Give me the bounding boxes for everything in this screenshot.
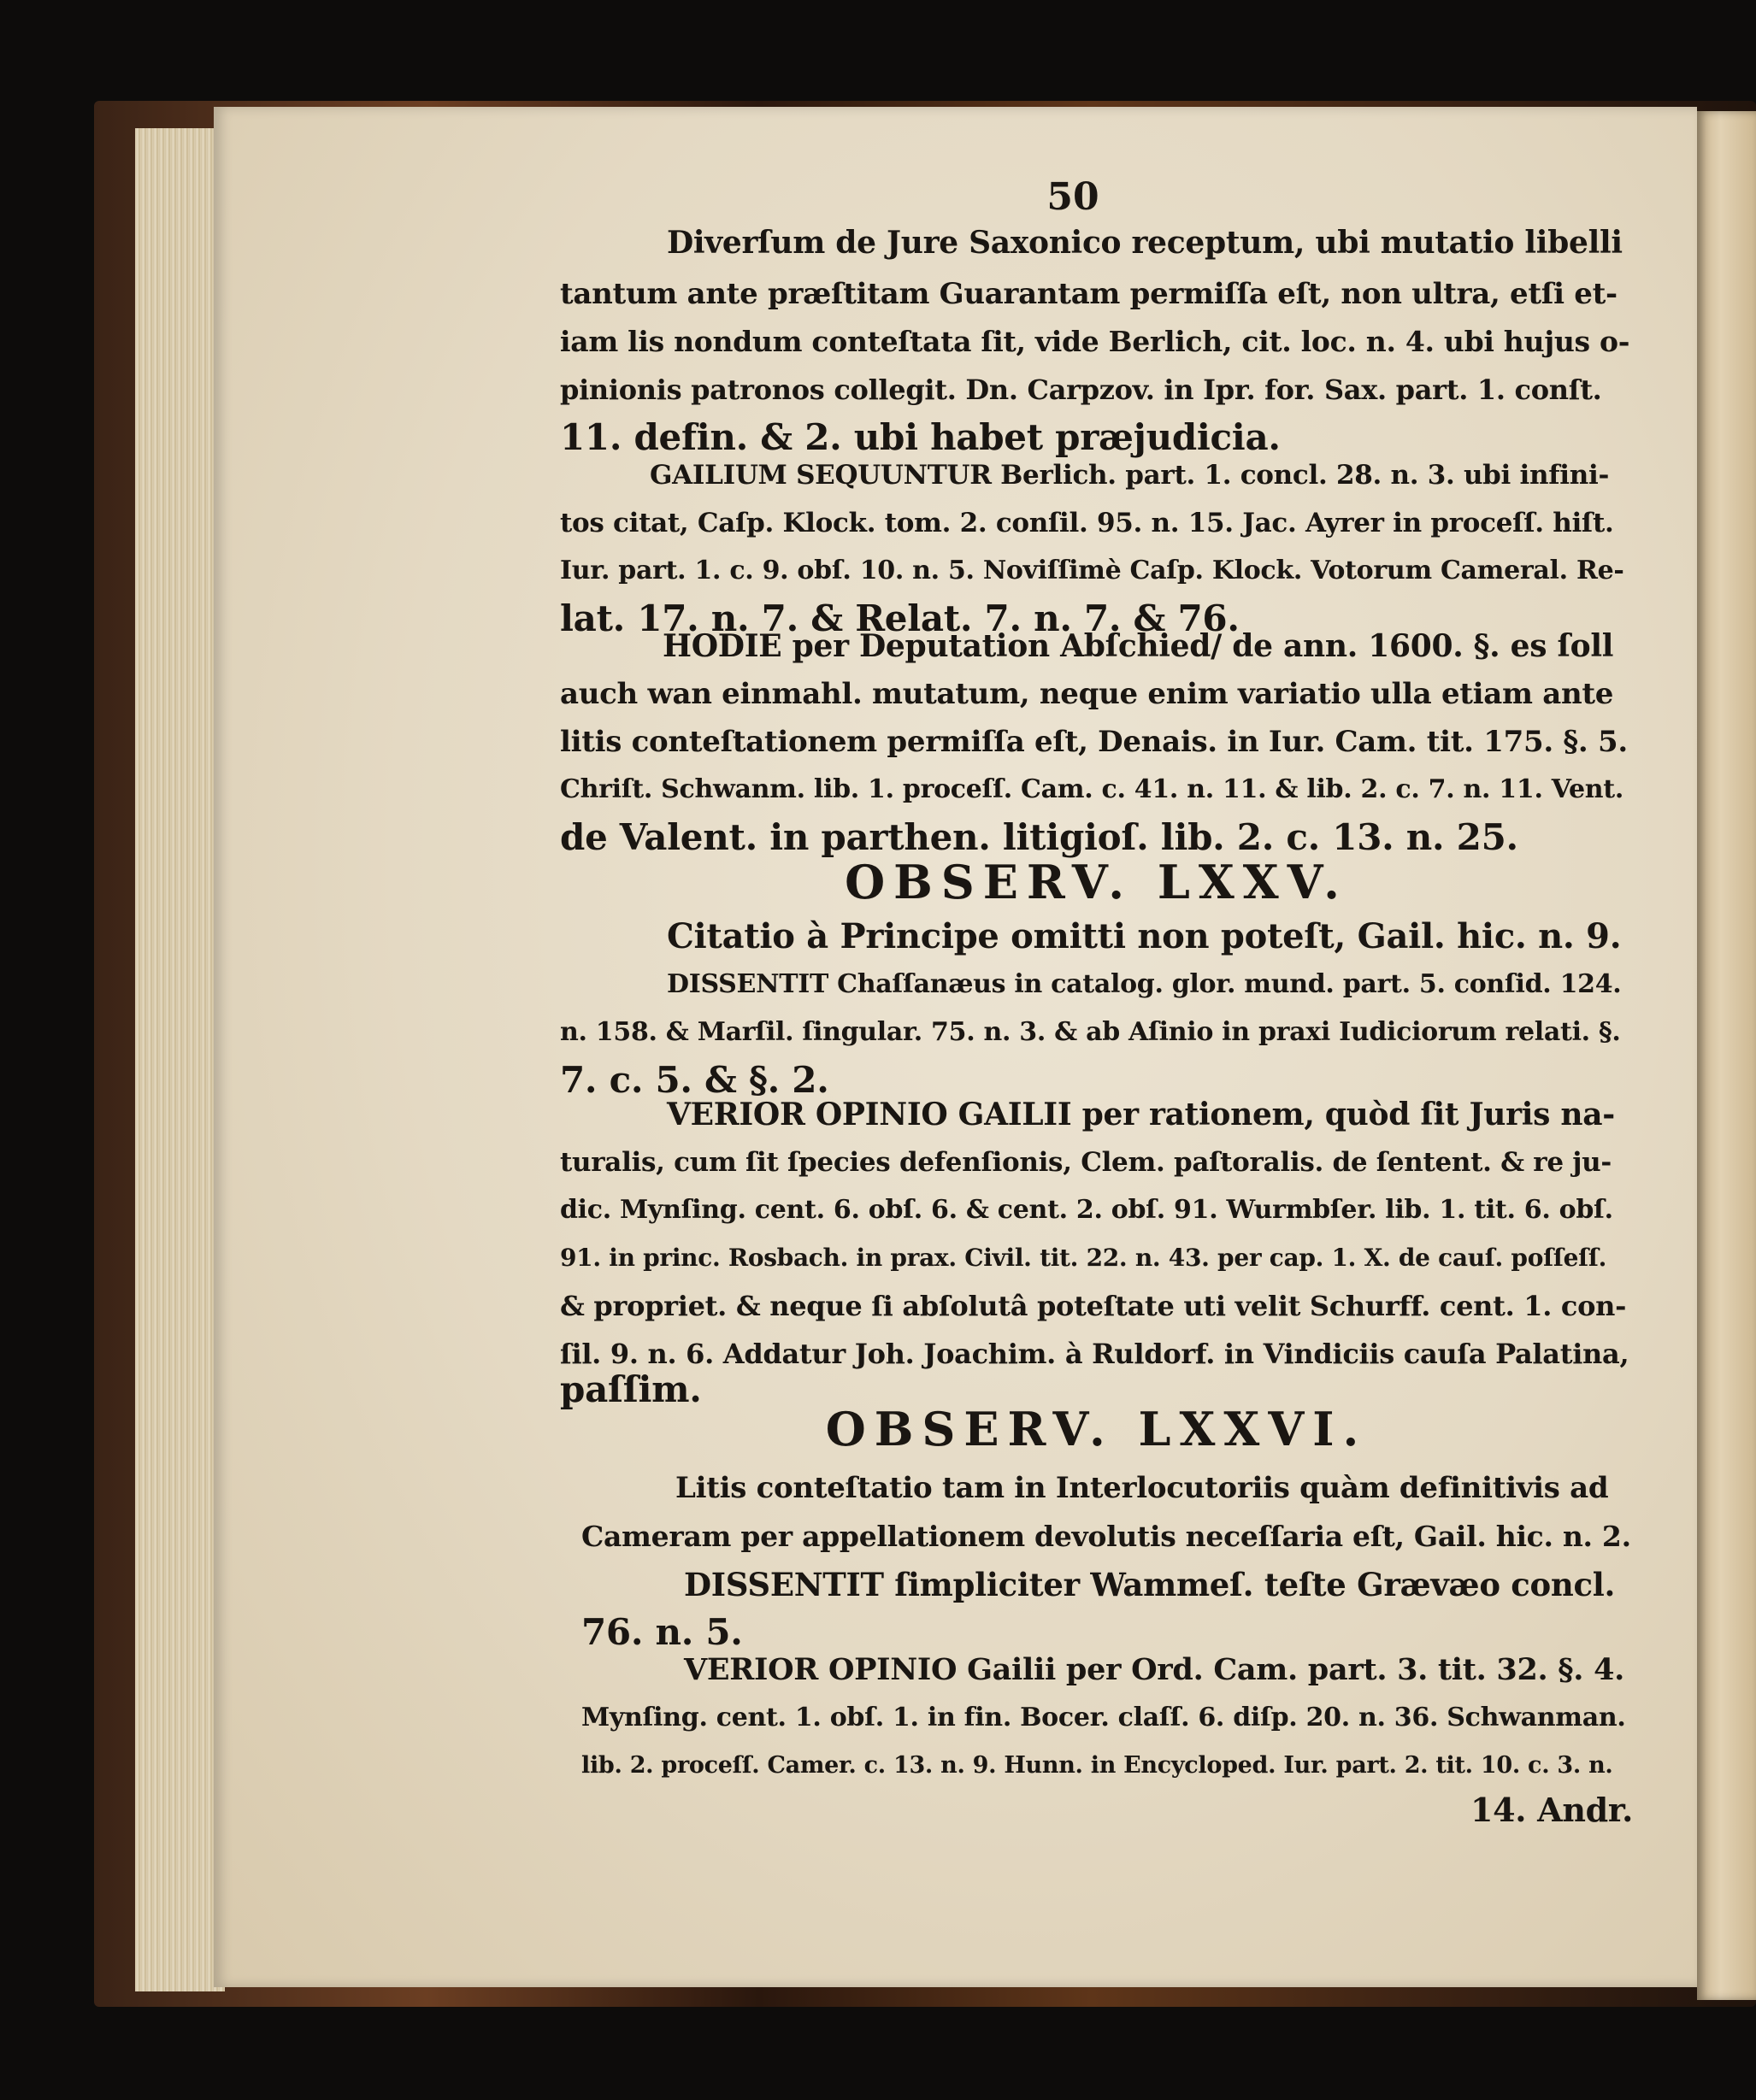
text-line: Litis conteſtatio tam in Interlocutoriis quàm definitivis ad xyxy=(675,1471,1609,1505)
text-line: DISSENTIT Chaſſanæus in catalog. glor. mund. part. 5. conſid. 124. xyxy=(667,969,1622,999)
text-line: HODIE per Deputation Abſchied/ de ann. 1600. §. es ſoll xyxy=(663,628,1614,664)
text-line: 76. n. 5. xyxy=(581,1611,743,1653)
text-line: GAILIUM SEQUUNTUR Berlich. part. 1. concl. 28. n. 3. ubi infini- xyxy=(650,460,1610,491)
text-line: Chriſt. Schwanm. lib. 1. proceſſ. Cam. c. 41. n. 11. & lib. 2. c. 7. n. 11. Vent. xyxy=(560,774,1623,804)
text-line: Diverſum de Jure Saxonico receptum, ubi mutatio libelli xyxy=(667,225,1623,261)
text-line: ſil. 9. n. 6. Addatur Joh. Joachim. à Ruldorf. in Vindiciis cauſa Palatina, xyxy=(560,1338,1629,1370)
catchword: 14. Andr. xyxy=(1470,1791,1634,1829)
text-line: lat. 17. n. 7. & Relat. 7. n. 7. & 76. xyxy=(560,597,1240,639)
text-line: auch wan einmahl. mutatum, neque enim variatio ulla etiam ante xyxy=(560,677,1614,711)
text-line: lib. 2. proceſſ. Camer. c. 13. n. 9. Hunn. in Encycloped. Iur. part. 2. tit. 10. c. 3. n. xyxy=(581,1752,1613,1779)
page-edges xyxy=(135,128,225,1991)
text-line: pinionis patronos collegit. Dn. Carpzov. in Ipr. for. Sax. part. 1. conſt. xyxy=(560,374,1602,406)
right-page-edge xyxy=(1697,111,1756,2000)
text-line: 91. in princ. Rosbach. in prax. Civil. tit. 22. n. 43. per cap. 1. X. de cauſ. poſſeſſ. xyxy=(560,1244,1607,1272)
text-line: 11. defin. & 2. ubi habet præjudicia. xyxy=(560,416,1281,458)
text-line: n. 158. & Marſil. ſingular. 75. n. 3. & ab Aſinio in praxi Iudiciorum relati. §. xyxy=(560,1017,1621,1047)
text-line: Iur. part. 1. c. 9. obſ. 10. n. 5. Noviſſimè Caſp. Klock. Votorum Cameral. Re- xyxy=(560,556,1624,585)
section-heading: OBSERV. LXXV. xyxy=(845,855,1348,909)
text-line: Mynſing. cent. 1. obſ. 1. in fin. Bocer. claſſ. 6. diſp. 20. n. 36. Schwanman. xyxy=(581,1703,1626,1732)
text-line: iam lis nondum conteſtata ſit, vide Berlich, cit. loc. n. 4. ubi hujus o- xyxy=(560,325,1630,358)
page-number: 50 xyxy=(1046,175,1099,219)
section-heading: OBSERV. LXXVI. xyxy=(825,1402,1368,1456)
text-line: DISSENTIT ſimpliciter Wammeſ. teſte Grævæo concl. xyxy=(684,1566,1616,1603)
text-line: litis conteſtationem permiſſa eſt, Denais. in Iur. Cam. tit. 175. §. 5. xyxy=(560,725,1628,759)
text-line: VERIOR OPINIO GAILII per rationem, quòd ſit Juris na- xyxy=(667,1097,1615,1132)
text-line: & propriet. & neque ſi abſolutâ poteſtate uti velit Schurff. cent. 1. con- xyxy=(560,1290,1627,1322)
text-line: turalis, cum ſit ſpecies defenſionis, Clem. paſtoralis. de ſentent. & re ju- xyxy=(560,1147,1612,1178)
text-line: Citatio à Principe omitti non poteſt, Gail. hic. n. 9. xyxy=(667,916,1622,956)
text-line: dic. Mynſing. cent. 6. obſ. 6. & cent. 2. obſ. 91. Wurmbſer. lib. 1. tit. 6. obſ. xyxy=(560,1195,1613,1225)
text-line: 7. c. 5. & §. 2. xyxy=(560,1059,829,1101)
text-line: de Valent. in parthen. litigioſ. lib. 2. c. 13. n. 25. xyxy=(560,816,1518,858)
text-line: VERIOR OPINIO Gailii per Ord. Cam. part. 3. tit. 32. §. 4. xyxy=(684,1652,1625,1687)
text-line: tos citat, Caſp. Klock. tom. 2. conſil. 95. n. 15. Jac. Ayrer in proceſſ. hiſt. xyxy=(560,508,1614,538)
text-line: Cameram per appellationem devolutis neceſſaria eſt, Gail. hic. n. 2. xyxy=(581,1520,1631,1553)
text-line: paſſim. xyxy=(560,1368,702,1410)
text-line: tantum ante præſtitam Guarantam permiſſa eſt, non ultra, etſi et- xyxy=(560,277,1618,311)
